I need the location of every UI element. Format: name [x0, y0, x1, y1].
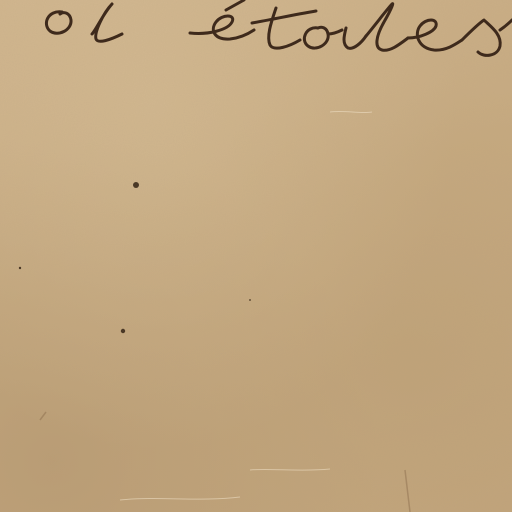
- ink-speck: [121, 329, 125, 333]
- handwritten-word-ol: [40, 4, 122, 41]
- svg-text:étoiles: étoiles: [190, 30, 194, 31]
- ink-speck: [133, 182, 139, 188]
- handwritten-word-etoiles: [190, 0, 512, 55]
- ink-speck: [19, 267, 21, 269]
- svg-text:ol: ol: [40, 30, 41, 31]
- ink-speck: [249, 299, 251, 301]
- handwritten-line: [0, 0, 512, 80]
